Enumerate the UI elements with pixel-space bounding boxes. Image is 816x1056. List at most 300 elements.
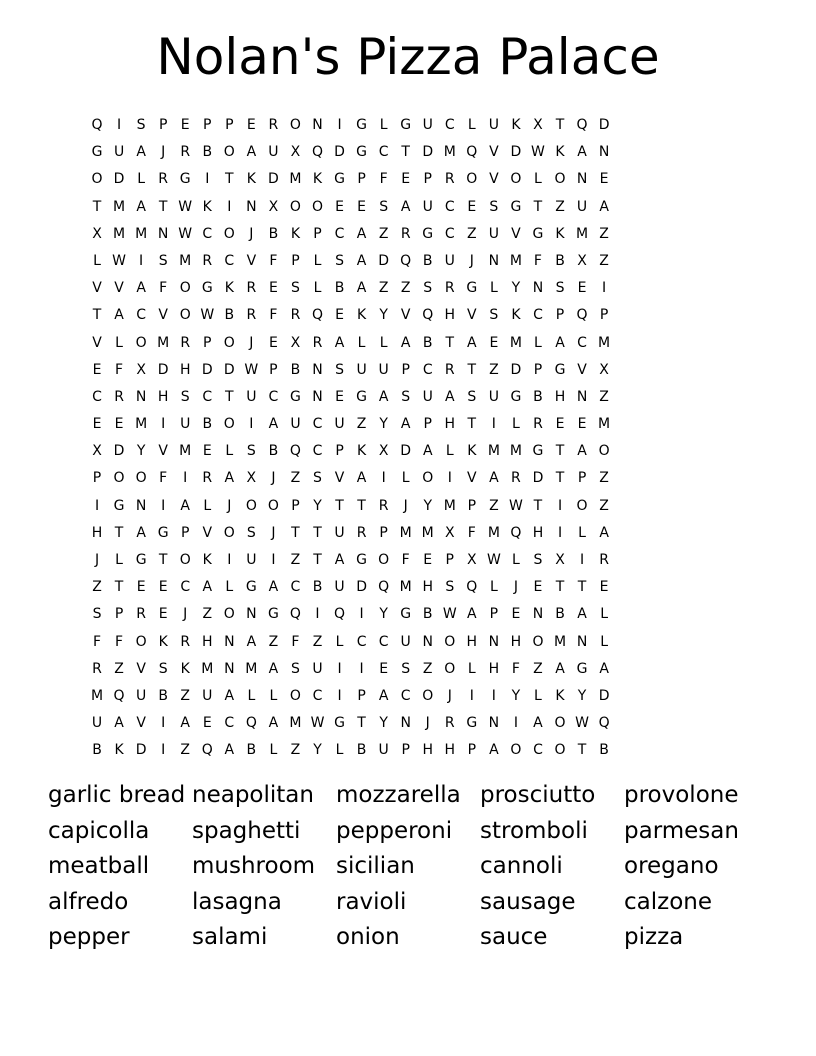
- grid-letter: E: [202, 443, 212, 460]
- word-bank-item: meatball: [48, 853, 150, 879]
- grid-letter: L: [467, 117, 476, 133]
- grid-letter: B: [422, 334, 433, 351]
- grid-letter: I: [491, 687, 496, 704]
- grid-letter: U: [334, 416, 345, 433]
- grid-letter: A: [400, 334, 411, 351]
- grid-letter: Z: [268, 633, 279, 650]
- grid-row: [86, 629, 615, 656]
- grid-letter: J: [403, 497, 408, 514]
- grid-letter: K: [555, 225, 565, 242]
- grid-letter: R: [378, 497, 389, 514]
- grid-letter: Y: [136, 443, 146, 460]
- grid-letter: J: [425, 715, 430, 732]
- word-bank-item: ravioli: [336, 888, 407, 915]
- word-bank-item: oregano: [624, 853, 719, 879]
- grid-letter: I: [249, 416, 254, 433]
- grid-letter: O: [223, 606, 235, 623]
- grid-letter: L: [489, 579, 498, 596]
- word-bank-item: salami: [192, 924, 268, 950]
- grid-letter: V: [158, 443, 168, 460]
- grid-letter: D: [510, 361, 522, 378]
- grid-letter: T: [357, 715, 366, 732]
- grid-letter: O: [267, 497, 279, 514]
- grid-letter: S: [533, 552, 543, 568]
- grid-letter: K: [312, 171, 323, 188]
- grid-row: [86, 248, 615, 275]
- grid-letter: H: [422, 579, 433, 596]
- grid-letter: Q: [334, 606, 346, 623]
- grid-letter: E: [268, 334, 278, 351]
- grid-letter: D: [223, 361, 235, 378]
- grid-letter: S: [335, 252, 344, 269]
- grid-letter: J: [183, 606, 188, 623]
- word-bank-item: onion: [336, 924, 400, 950]
- grid-letter: N: [400, 715, 411, 732]
- word-bank-item: pizza: [624, 924, 684, 950]
- grid-letter: S: [335, 361, 344, 378]
- grid-letter: V: [467, 470, 477, 487]
- grid-letter: R: [180, 144, 191, 161]
- grid-letter: G: [356, 117, 368, 133]
- grid-letter: O: [576, 497, 588, 514]
- grid-letter: L: [379, 334, 388, 351]
- grid-letter: F: [379, 171, 388, 188]
- grid-letter: R: [444, 280, 455, 297]
- grid-letter: U: [290, 416, 301, 433]
- grid-letter: D: [113, 443, 125, 460]
- grid-letter: X: [599, 361, 609, 378]
- grid-letter: J: [447, 687, 452, 704]
- word-bank-item: pepper: [48, 924, 130, 950]
- grid-letter: A: [224, 687, 235, 704]
- grid-letter: R: [114, 388, 124, 405]
- grid-letter: M: [509, 252, 522, 269]
- grid-letter: Z: [489, 361, 499, 378]
- grid-letter: E: [555, 416, 565, 433]
- grid-letter: U: [246, 388, 257, 405]
- grid-letter: Z: [378, 225, 389, 242]
- grid-letter: E: [467, 198, 477, 215]
- grid-letter: I: [579, 552, 585, 568]
- word-bank: [48, 778, 788, 956]
- word-bank-item: parmesan: [624, 817, 739, 844]
- grid-letter: O: [466, 171, 478, 188]
- grid-letter: A: [356, 470, 367, 487]
- grid-letter: A: [577, 443, 587, 460]
- grid-letter: C: [224, 715, 235, 732]
- grid-letter: A: [136, 280, 146, 297]
- grid-letter: I: [227, 552, 232, 568]
- grid-letter: L: [313, 252, 322, 269]
- grid-letter: Q: [91, 117, 103, 133]
- grid-letter: E: [92, 361, 102, 378]
- grid-letter: O: [179, 307, 191, 324]
- grid-letter: B: [533, 388, 543, 405]
- grid-letter: X: [555, 552, 565, 568]
- grid-letter: R: [444, 715, 455, 732]
- grid-letter: G: [576, 660, 588, 677]
- grid-letter: P: [357, 687, 366, 704]
- grid-letter: C: [378, 144, 389, 161]
- grid-letter: R: [136, 606, 146, 623]
- grid-letter: G: [179, 171, 191, 188]
- grid-letter: F: [115, 633, 124, 650]
- grid-letter: Y: [313, 497, 322, 514]
- grid-letter: C: [268, 388, 279, 405]
- grid-letter: T: [158, 198, 168, 215]
- grid-letter: G: [91, 144, 103, 161]
- grid-letter: D: [201, 361, 213, 378]
- grid-letter: U: [378, 742, 389, 759]
- grid-letter: A: [378, 687, 389, 704]
- grid-letter: M: [289, 171, 302, 188]
- grid-letter: L: [225, 579, 234, 596]
- grid-letter: C: [136, 307, 146, 324]
- grid-letter: P: [291, 252, 300, 269]
- grid-letter: K: [202, 198, 212, 215]
- grid-letter: A: [599, 660, 609, 677]
- grid-letter: M: [443, 497, 456, 514]
- grid-letter: Z: [290, 552, 301, 568]
- grid-letter: P: [467, 742, 477, 759]
- grid-letter: W: [178, 225, 193, 242]
- word-bank-item: sausage: [480, 888, 576, 915]
- grid-letter: A: [444, 388, 455, 405]
- grid-letter: W: [508, 497, 523, 514]
- grid-letter: Z: [180, 742, 190, 759]
- grid-letter: E: [577, 416, 587, 433]
- grid-letter: C: [577, 334, 587, 351]
- grid-letter: U: [422, 198, 433, 215]
- grid-letter: H: [444, 742, 456, 759]
- grid-letter: I: [139, 252, 144, 269]
- grid-row: [86, 275, 615, 302]
- word-bank-item: lasagna: [192, 888, 282, 915]
- grid-letter: E: [202, 715, 212, 732]
- grid-letter: D: [598, 687, 610, 704]
- grid-letter: A: [400, 198, 411, 215]
- grid-letter: E: [335, 307, 344, 324]
- grid-letter: L: [115, 334, 123, 351]
- grid-letter: A: [180, 497, 190, 514]
- grid-letter: C: [312, 443, 323, 460]
- grid-letter: N: [312, 361, 323, 378]
- grid-letter: X: [467, 552, 477, 568]
- grid-letter: N: [312, 117, 323, 133]
- grid-letter: K: [224, 280, 234, 297]
- grid-letter: A: [599, 524, 609, 541]
- grid-letter: Z: [356, 416, 367, 433]
- grid-letter: D: [510, 144, 522, 161]
- grid-letter: E: [533, 579, 543, 596]
- word-bank-item: mozzarella: [336, 782, 461, 808]
- grid-letter: X: [444, 524, 455, 541]
- grid-letter: I: [315, 606, 320, 623]
- grid-letter: I: [557, 524, 563, 541]
- grid-letter: L: [269, 742, 278, 759]
- grid-letter: K: [511, 307, 521, 324]
- grid-letter: H: [466, 633, 478, 650]
- grid-letter: I: [94, 497, 100, 514]
- grid-letter: N: [576, 171, 588, 188]
- grid-letter: U: [488, 388, 499, 405]
- grid-letter: I: [602, 280, 607, 297]
- grid-letter: I: [337, 117, 342, 133]
- grid-row: [86, 493, 615, 520]
- grid-letter: J: [249, 334, 254, 351]
- grid-letter: R: [158, 171, 169, 188]
- grid-letter: T: [335, 497, 344, 514]
- grid-letter: A: [268, 715, 279, 732]
- word-bank-item: cannoli: [480, 853, 563, 879]
- grid-letter: K: [356, 443, 367, 460]
- grid-letter: V: [489, 144, 499, 161]
- grid-letter: W: [310, 715, 325, 732]
- grid-letter: A: [533, 715, 543, 732]
- grid-letter: P: [335, 443, 344, 460]
- grid-letter: L: [578, 524, 586, 541]
- grid-letter: L: [137, 171, 146, 188]
- grid-letter: O: [422, 470, 434, 487]
- grid-row: [86, 465, 615, 492]
- word-bank-item: mushroom: [192, 853, 316, 879]
- grid-letter: D: [532, 470, 544, 487]
- grid-letter: S: [246, 524, 256, 541]
- grid-letter: I: [117, 117, 122, 133]
- grid-letter: A: [555, 334, 565, 351]
- grid-letter: Y: [379, 606, 388, 623]
- grid-letter: B: [158, 687, 168, 704]
- grid-letter: O: [223, 416, 235, 433]
- grid-letter: U: [488, 117, 499, 133]
- grid-letter: J: [271, 524, 276, 541]
- grid-letter: I: [161, 715, 166, 732]
- grid-letter: K: [114, 742, 124, 759]
- grid-letter: E: [599, 171, 609, 188]
- grid-letter: V: [400, 307, 411, 324]
- grid-letter: S: [313, 470, 322, 487]
- grid-letter: I: [227, 198, 232, 215]
- grid-letter: U: [246, 552, 257, 568]
- grid-letter: Z: [599, 470, 609, 487]
- grid-letter: I: [271, 552, 276, 568]
- grid-letter: M: [487, 443, 500, 460]
- grid-letter: S: [467, 388, 477, 405]
- grid-letter: H: [157, 388, 169, 405]
- grid-letter: A: [422, 443, 433, 460]
- grid-letter: Z: [202, 606, 213, 623]
- grid-letter: U: [356, 361, 367, 378]
- grid-letter: Q: [576, 117, 588, 133]
- grid-letter: A: [356, 252, 367, 269]
- grid-letter: O: [289, 687, 301, 704]
- grid-letter: B: [224, 307, 235, 324]
- grid-letter: J: [161, 144, 166, 161]
- grid-letter: R: [599, 552, 609, 568]
- grid-letter: C: [444, 225, 455, 242]
- grid-letter: A: [599, 198, 609, 215]
- grid-letter: Z: [422, 660, 433, 677]
- grid-letter: R: [180, 334, 191, 351]
- grid-letter: A: [136, 144, 146, 161]
- grid-letter: F: [511, 660, 520, 677]
- grid-letter: Z: [92, 579, 102, 596]
- grid-row: [86, 574, 615, 601]
- grid-letter: L: [600, 633, 608, 650]
- grid-letter: N: [488, 715, 500, 732]
- grid-letter: P: [291, 497, 300, 514]
- grid-letter: X: [268, 198, 279, 215]
- grid-letter: L: [313, 280, 322, 297]
- word-bank-item: spaghetti: [192, 817, 301, 844]
- grid-row: [86, 683, 615, 710]
- grid-letter: D: [598, 117, 610, 133]
- grid-letter: W: [178, 198, 193, 215]
- grid-letter: L: [379, 117, 388, 133]
- grid-letter: J: [271, 470, 276, 487]
- grid-letter: C: [92, 388, 102, 405]
- grid-letter: K: [555, 687, 565, 704]
- grid-letter: S: [423, 280, 433, 297]
- grid-letter: X: [136, 361, 146, 378]
- grid-letter: E: [92, 416, 102, 433]
- word-bank-item: prosciutto: [480, 782, 596, 808]
- grid-letter: V: [511, 225, 521, 242]
- grid-letter: O: [554, 715, 566, 732]
- grid-row: [86, 438, 615, 465]
- grid-letter: F: [159, 280, 168, 297]
- grid-letter: I: [513, 715, 518, 732]
- grid-row: [86, 166, 615, 193]
- grid-letter: I: [161, 742, 166, 759]
- grid-letter: D: [422, 144, 434, 161]
- grid-letter: B: [312, 579, 323, 596]
- grid-letter: Q: [598, 715, 610, 732]
- grid-letter: B: [202, 416, 213, 433]
- grid-letter: Z: [114, 660, 124, 677]
- grid-row: [86, 520, 615, 547]
- grid-letter: T: [313, 524, 322, 541]
- grid-letter: Z: [599, 252, 609, 269]
- grid-row: [86, 112, 615, 139]
- grid-letter: L: [534, 171, 542, 188]
- grid-letter: O: [289, 198, 301, 215]
- grid-letter: P: [401, 361, 410, 378]
- grid-letter: O: [444, 660, 456, 677]
- grid-letter: L: [335, 633, 344, 650]
- grid-letter: B: [290, 361, 301, 378]
- grid-letter: P: [533, 361, 543, 378]
- grid-letter: E: [423, 552, 433, 568]
- grid-letter: S: [401, 660, 411, 677]
- grid-letter: Q: [311, 307, 323, 324]
- grid-letter: P: [467, 497, 477, 514]
- grid-letter: L: [512, 552, 520, 568]
- grid-letter: Y: [511, 280, 521, 297]
- grid-letter: U: [444, 252, 455, 269]
- grid-letter: D: [113, 171, 125, 188]
- grid-letter: R: [202, 470, 213, 487]
- grid-letter: Z: [312, 633, 323, 650]
- grid-letter: N: [224, 660, 235, 677]
- grid-letter: A: [224, 742, 235, 759]
- grid-letter: P: [92, 470, 102, 487]
- grid-letter: P: [114, 606, 124, 623]
- grid-letter: A: [356, 280, 367, 297]
- grid-letter: Q: [201, 742, 213, 759]
- grid-letter: Q: [289, 606, 301, 623]
- grid-letter: U: [91, 715, 103, 732]
- grid-letter: P: [313, 225, 322, 242]
- grid-letter: A: [114, 715, 124, 732]
- grid-letter: W: [112, 252, 126, 269]
- word-bank-item: neapolitan: [192, 782, 314, 808]
- grid-letter: X: [290, 144, 301, 161]
- grid-letter: G: [510, 198, 522, 215]
- grid-letter: A: [356, 225, 367, 242]
- word-bank-item: garlic bread: [48, 782, 186, 808]
- grid-letter: Q: [113, 687, 125, 704]
- grid-letter: H: [532, 524, 544, 541]
- grid-letter: A: [180, 715, 190, 732]
- grid-letter: C: [444, 117, 455, 133]
- grid-letter: L: [93, 252, 101, 269]
- grid-letter: T: [114, 579, 124, 596]
- grid-letter: E: [335, 388, 344, 405]
- grid-letter: T: [158, 552, 168, 568]
- grid-letter: F: [533, 252, 542, 269]
- grid-letter: L: [335, 742, 344, 759]
- grid-letter: L: [357, 334, 366, 351]
- grid-letter: C: [312, 416, 323, 433]
- grid-letter: Z: [599, 225, 609, 242]
- grid-letter: Z: [599, 497, 609, 514]
- grid-letter: D: [378, 252, 390, 269]
- grid-letter: U: [422, 117, 433, 133]
- grid-letter: G: [466, 280, 478, 297]
- grid-row: [86, 330, 615, 357]
- grid-letter: K: [290, 225, 301, 242]
- grid-letter: E: [335, 198, 344, 215]
- grid-letter: P: [269, 361, 278, 378]
- word-bank-item: capicolla: [48, 817, 150, 844]
- grid-letter: P: [225, 117, 234, 133]
- grid-letter: D: [334, 144, 345, 161]
- grid-letter: U: [180, 416, 191, 433]
- grid-letter: K: [180, 660, 190, 677]
- grid-letter: M: [179, 443, 192, 460]
- grid-row: [86, 302, 615, 329]
- grid-letter: U: [268, 144, 279, 161]
- grid-letter: O: [510, 171, 522, 188]
- grid-letter: N: [135, 497, 147, 514]
- grid-letter: S: [158, 660, 168, 677]
- grid-letter: N: [488, 252, 500, 269]
- grid-letter: K: [511, 117, 521, 133]
- grid-letter: B: [599, 742, 609, 759]
- grid-letter: Z: [378, 280, 389, 297]
- grid-letter: A: [136, 198, 146, 215]
- grid-letter: I: [447, 470, 452, 487]
- grid-letter: B: [334, 280, 345, 297]
- grid-letter: N: [157, 225, 169, 242]
- grid-letter: I: [491, 416, 496, 433]
- grid-letter: G: [532, 225, 544, 242]
- grid-letter: E: [268, 280, 278, 297]
- grid-letter: A: [334, 552, 345, 568]
- grid-letter: U: [400, 633, 411, 650]
- grid-letter: U: [488, 225, 499, 242]
